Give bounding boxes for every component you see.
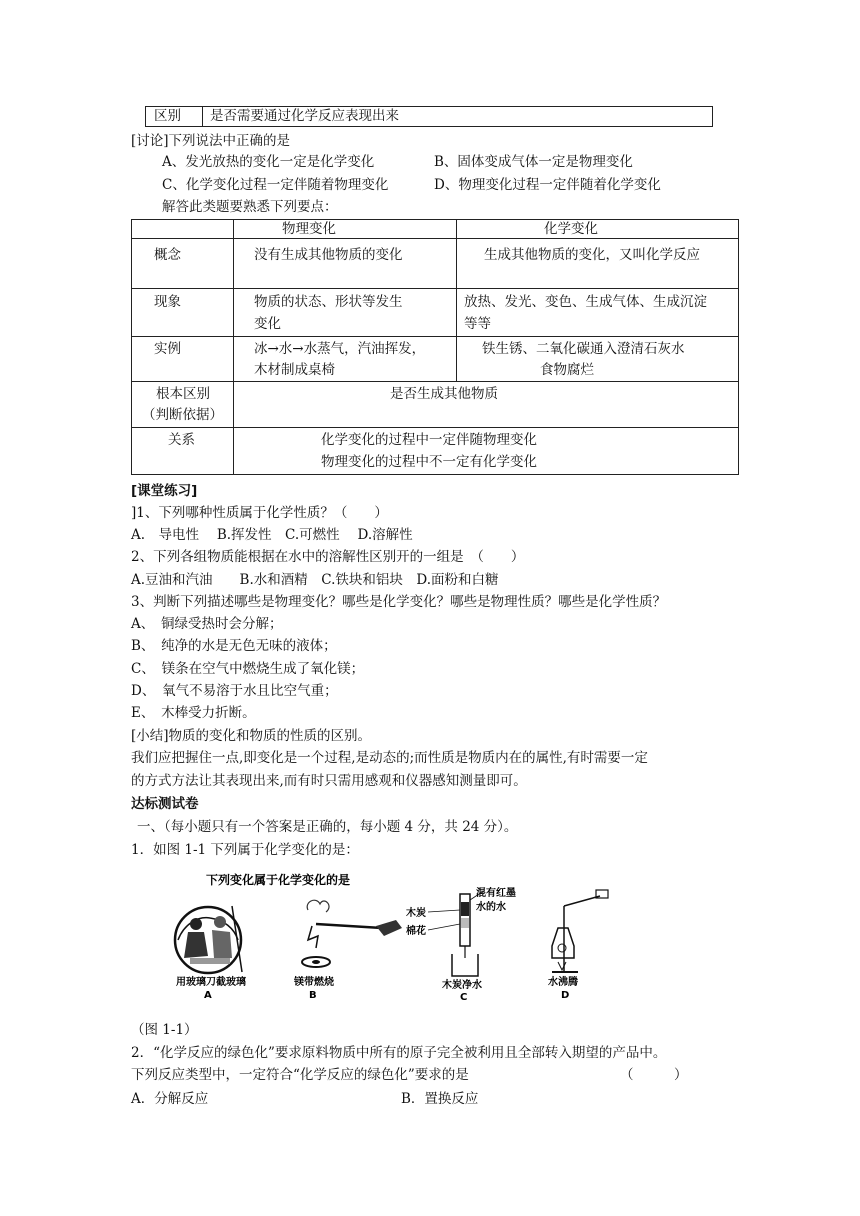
row-example-chemical-1: 铁生锈、二氧化碳通入澄清石灰水 bbox=[482, 341, 685, 357]
practice-q1: ]1、下列哪种性质属于化学性质？（ ） bbox=[131, 505, 388, 521]
summary-title: [小结]物质的变化和物质的性质的区别。 bbox=[131, 728, 372, 744]
table-rule bbox=[132, 288, 738, 289]
magnesium-burning-picture bbox=[302, 900, 402, 967]
figure-illustration bbox=[170, 866, 610, 1002]
discussion-option-c: C、化学变化过程一定伴随着物理变化 bbox=[162, 177, 389, 193]
table-rule-vertical bbox=[233, 381, 234, 474]
figure-heading: 下列变化属于化学变化的是 bbox=[206, 873, 351, 887]
top-row-table bbox=[145, 106, 713, 127]
test-q2-option-b: B．置换反应 bbox=[401, 1091, 479, 1107]
row-concept-label: 概念 bbox=[154, 247, 181, 263]
table-rule bbox=[132, 381, 738, 382]
row-example-physical-1: 冰→水→水蒸气，汽油挥发， bbox=[254, 341, 426, 357]
row-basic-label-2: （判断依据） bbox=[142, 407, 223, 423]
discussion-hint: 解答此类题要熟悉下列要点： bbox=[162, 199, 338, 215]
caption-d: 水沸腾 bbox=[548, 977, 578, 988]
table-rule bbox=[132, 427, 738, 428]
test-q1: 1．如图 1-1 下列属于化学变化的是： bbox=[131, 842, 359, 858]
comparison-table bbox=[131, 219, 739, 475]
test-q2-line1: 2．“化学反应的绿色化”要求原料物质中所有的原子完全被利用且全部转入期望的产品中。 bbox=[131, 1045, 667, 1061]
row-basic-label-1: 根本区别 bbox=[156, 386, 210, 402]
row-phenomenon-chemical-1: 放热、发光、变色、生成气体、生成沉淀 bbox=[464, 294, 707, 310]
practice-item: C、 镁条在空气中燃烧生成了氧化镁； bbox=[131, 661, 365, 677]
summary-text-1: 我们应把握住一点,即变化是一个过程,是动态的;而性质是物质内在的属性,有时需要一定 bbox=[131, 750, 648, 766]
label-charcoal: 木炭 bbox=[406, 908, 426, 919]
test-q2-line2: 下列反应类型中，一定符合“化学反应的绿色化”要求的是 bbox=[131, 1067, 469, 1083]
discussion-option-b: B、固体变成气体一定是物理变化 bbox=[434, 154, 633, 170]
test-q2-option-a: A．分解反应 bbox=[131, 1091, 209, 1107]
discussion-option-d: D、物理变化过程一定伴随着化学变化 bbox=[434, 177, 661, 193]
test-title: 达标测试卷 bbox=[131, 796, 199, 812]
practice-q3: 3、判断下列描述哪些是物理变化？哪些是化学变化？哪些是物理性质？哪些是化学性质？ bbox=[131, 594, 667, 610]
figure-label: （图 1-1） bbox=[131, 1022, 198, 1038]
discussion-question: [讨论]下列说法中正确的是 bbox=[131, 133, 291, 149]
top-row-label: 区别 bbox=[146, 107, 203, 126]
row-phenomenon-label: 现象 bbox=[154, 294, 181, 310]
practice-q1-options: A. 导电性 B.挥发性 C.可燃性 D.溶解性 bbox=[131, 527, 413, 543]
practice-q2: 2、下列各组物质能根据在水中的溶解性区别开的一组是 （ ） bbox=[131, 549, 525, 565]
label-cotton: 棉花 bbox=[406, 926, 426, 937]
header-chemical: 化学变化 bbox=[544, 221, 598, 237]
caption-d-letter: D bbox=[561, 990, 570, 1001]
table-rule-vertical bbox=[233, 220, 234, 381]
row-concept-physical: 没有生成其他物质的变化 bbox=[254, 247, 403, 263]
caption-b: 镁带燃烧 bbox=[294, 977, 334, 988]
row-phenomenon-physical-1: 物质的状态、形状等发生 bbox=[254, 294, 403, 310]
summary-text-2: 的方式方法让其表现出来,而有时只需用感观和仪器感知测量即可。 bbox=[131, 773, 527, 789]
caption-c-letter: C bbox=[460, 992, 468, 1002]
boiling-water-picture bbox=[552, 890, 608, 972]
row-phenomenon-chemical-2: 等等 bbox=[464, 316, 491, 332]
header-physical: 物理变化 bbox=[282, 221, 336, 237]
practice-title: [课堂练习] bbox=[131, 483, 198, 499]
row-example-chemical-2: 食物腐烂 bbox=[540, 362, 594, 378]
caption-a: 用玻璃刀截玻璃 bbox=[176, 977, 246, 988]
label-ink-2: 水的水 bbox=[476, 902, 506, 913]
discussion-option-a: A、发光放热的变化一定是化学变化 bbox=[162, 154, 375, 170]
practice-q2-options: A.豆油和汽油 B.水和酒精 C.铁块和铝块 D.面粉和白糖 bbox=[131, 572, 499, 588]
figure-1-1 bbox=[170, 866, 610, 1002]
glass-cutting-picture bbox=[175, 906, 242, 973]
row-example-physical-2: 木材制成桌椅 bbox=[254, 362, 335, 378]
row-phenomenon-physical-2: 变化 bbox=[254, 316, 281, 332]
row-concept-chemical: 生成其他物质的变化，又叫化学反应 bbox=[484, 247, 700, 263]
charcoal-filter-picture bbox=[428, 892, 482, 976]
caption-b-letter: B bbox=[309, 990, 317, 1001]
practice-item: B、 纯净的水是无色无味的液体； bbox=[131, 638, 337, 654]
test-section: 一、（每小题只有一个答案是正确的，每小题 4 分，共 24 分）。 bbox=[137, 819, 518, 835]
row-example-label: 实例 bbox=[154, 341, 181, 357]
table-rule-vertical bbox=[456, 220, 457, 381]
row-relation-label: 关系 bbox=[168, 432, 195, 448]
caption-c: 木炭净水 bbox=[442, 980, 482, 991]
row-relation-text-1: 化学变化的过程中一定伴随物理变化 bbox=[321, 432, 537, 448]
test-q2-answer-paren: （ ） bbox=[620, 1067, 688, 1083]
table-rule bbox=[132, 336, 738, 337]
practice-item: D、 氧气不易溶于水且比空气重； bbox=[131, 683, 338, 699]
caption-a-letter: A bbox=[204, 990, 212, 1001]
practice-item: A、 铜绿受热时会分解； bbox=[131, 616, 283, 632]
row-basic-text: 是否生成其他物质 bbox=[390, 386, 498, 402]
practice-item: E、 木棒受力折断。 bbox=[131, 705, 256, 721]
table-rule bbox=[132, 238, 738, 239]
top-row-text: 是否需要通过化学反应表现出来 bbox=[210, 108, 399, 124]
label-ink-1: 混有红墨 bbox=[476, 888, 516, 899]
row-relation-text-2: 物理变化的过程中不一定有化学变化 bbox=[321, 454, 537, 470]
